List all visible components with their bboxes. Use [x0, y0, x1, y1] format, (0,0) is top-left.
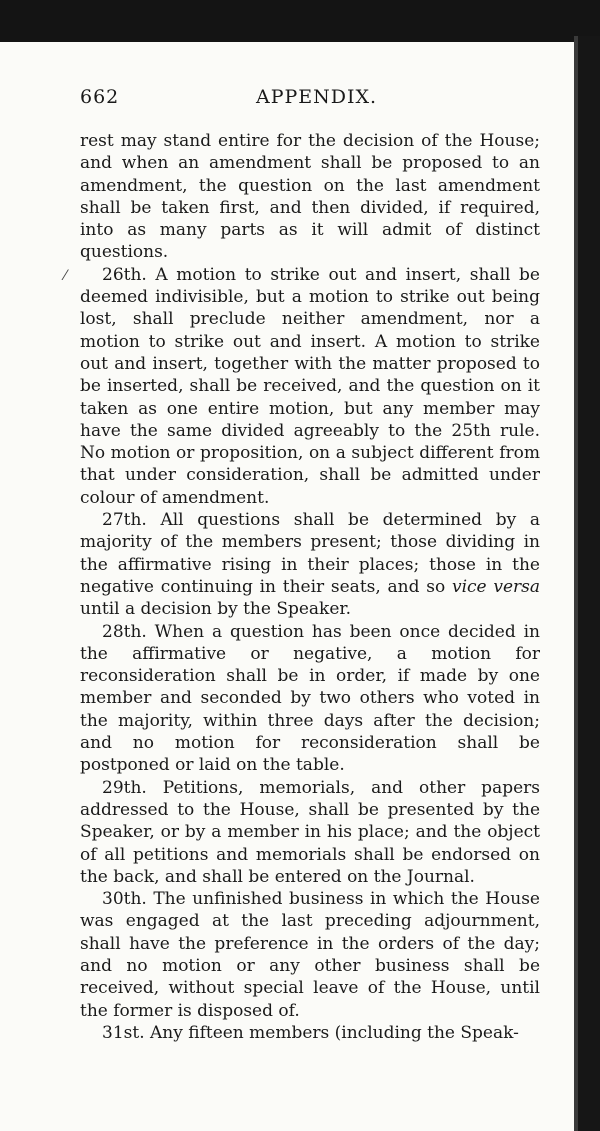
scan-top-border [0, 0, 600, 42]
page-number: 662 [80, 86, 120, 108]
page-header [80, 86, 550, 112]
rule-27 [80, 509, 540, 620]
rule-26: 26th. A motion to strike out and insert, shall be deemed indivisible, but a motion to strike out being lost, shall preclude neither amendment, nor a motion to strike out and insert. A motion to strike out and insert, together with the matter proposed to be inserted, shall be received, and the question on it taken as one entire motion, but any member may have the same divided agreeably to the 25th rule. No motion or proposition, on a subject different from that under consideration, shall be admitted under colour of amendment. [80, 264, 540, 508]
running-head: APPENDIX. [256, 86, 378, 108]
rule-30: 30th. The unfinished business in which the House was engaged at the last preceding adjournment, shall have the preference in the orders of the day; and no motion or any other business shall be received, without special leave of the House, until the former is disposed of. [80, 889, 540, 1021]
rule-27-italic: vice versa [451, 576, 540, 597]
margin-mark: ⁄ [64, 268, 67, 284]
body-text [80, 130, 540, 1044]
scan-right-border [578, 36, 600, 1131]
rule-31: 31st. Any fifteen members (including the Speak- [102, 1022, 519, 1043]
paragraph-continuation: rest may stand entire for the decision of the House; and when an amendment shall be proposed to an amendment, the question on the last amendment shall be taken first, and then divided, if required, into as many parts as it will admit of distinct questions. [80, 131, 540, 263]
rule-27-text-end: until a decision by the Speaker. [80, 599, 352, 620]
rule-28: 28th. When a question has been once decided in the affirmative or negative, a motion for reconsideration shall be in order, if made by one member and seconded by two others who voted in the majority, within three days after the decision; and no motion for reconsideration shall be postponed or laid on the table. [80, 621, 540, 776]
rule-29: 29th. Petitions, memorials, and other papers addressed to the House, shall be presented by the Speaker, or by a member in his place; and the object of all petitions and memorials shall be endorsed on the back, and shall be entered on the Journal. [80, 777, 540, 887]
rule-27-text: 27th. All questions shall be determined by a majority of the members present; those dividing in the affirmative rising in their places; those in the negative continuing in their seats, and so [80, 510, 540, 597]
